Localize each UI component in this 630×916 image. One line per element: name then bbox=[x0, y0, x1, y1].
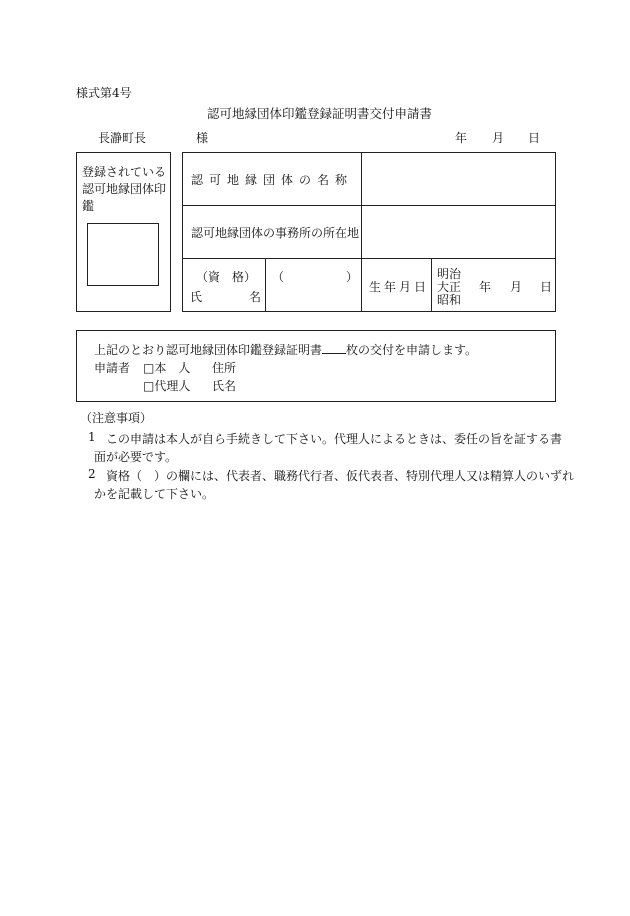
applicant-name-label: 氏名 bbox=[212, 379, 237, 393]
era-showa: 昭和 bbox=[437, 293, 462, 307]
note2-line1: 資格（ ）の欄には、代表者、職務代行者、仮代表者、特別代理人又は精算人のいずれ bbox=[106, 469, 575, 483]
note1-line2: 面が必要です。 bbox=[94, 450, 178, 464]
seal-stamp-area[interactable] bbox=[87, 223, 159, 286]
applicant-label: 申請者 bbox=[94, 361, 131, 375]
request-sentence-after: 枚の交付を申請します。 bbox=[346, 343, 478, 357]
qualification-open: （資 bbox=[196, 270, 221, 284]
birth-year-label: 年 bbox=[479, 280, 492, 294]
table-col-divider-bottom-2 bbox=[361, 258, 362, 312]
birthdate-label: 生年月日 bbox=[369, 280, 430, 294]
note2-line2: かを記載して下さい。 bbox=[94, 487, 215, 501]
birth-month-label: 月 bbox=[510, 280, 523, 294]
note1-line1: この申請は本人が自ら手続きして下さい。代理人によるときは、委任の旨を証する書 bbox=[106, 432, 563, 446]
self-checkbox[interactable]: □本 人 bbox=[143, 361, 191, 375]
note2-number: 2 bbox=[88, 467, 96, 481]
form-title: 認可地縁団体印鑑登録証明書交付申請書 bbox=[207, 106, 433, 121]
agent-checkbox[interactable]: □代理人 bbox=[143, 379, 191, 393]
office-address-label: 認可地縁団体の事務所の所在地 bbox=[191, 226, 360, 240]
copies-count-field[interactable] bbox=[322, 342, 346, 354]
qualification-close: 格） bbox=[232, 270, 257, 284]
request-sentence bbox=[94, 341, 477, 358]
era-meiji: 明治 bbox=[437, 267, 462, 281]
date-year-label: 年 bbox=[455, 131, 468, 145]
birth-day-label: 日 bbox=[540, 280, 553, 294]
table-col-divider-bottom-1 bbox=[265, 258, 266, 312]
date-month-label: 月 bbox=[492, 131, 505, 145]
table-row-divider-2 bbox=[182, 258, 556, 259]
seal-caption-line3: 鑑 bbox=[82, 199, 95, 213]
seal-caption-line1: 登録されている bbox=[82, 165, 167, 179]
org-name-label: 認可地縁団体の名称 bbox=[191, 173, 354, 187]
note1-number: 1 bbox=[88, 430, 96, 444]
addressee: 長瀞町長 bbox=[98, 131, 147, 145]
table-col-divider-bottom-3 bbox=[431, 258, 432, 312]
honorific: 様 bbox=[196, 131, 209, 145]
request-sentence-before: 上記のとおり認可地縁団体印鑑登録証明書 bbox=[94, 343, 323, 357]
table-col-divider-top bbox=[361, 152, 362, 259]
org-name-field[interactable] bbox=[368, 171, 548, 189]
form-number: 様式第4号 bbox=[76, 86, 132, 100]
qualification-paren-open: （ bbox=[272, 270, 285, 284]
name-label-1: 氏 bbox=[190, 290, 203, 304]
seal-caption-line2: 認可地縁団体印 bbox=[82, 182, 167, 196]
era-taisho: 大正 bbox=[437, 280, 462, 294]
table-row-divider-1 bbox=[182, 205, 556, 206]
address-label: 住所 bbox=[212, 361, 237, 375]
notes-heading: （注意事項） bbox=[80, 411, 153, 425]
date-day-label: 日 bbox=[528, 131, 541, 145]
office-address-field[interactable] bbox=[368, 224, 548, 242]
qualification-paren-close: ） bbox=[346, 270, 359, 284]
name-label-2: 名 bbox=[249, 290, 262, 304]
